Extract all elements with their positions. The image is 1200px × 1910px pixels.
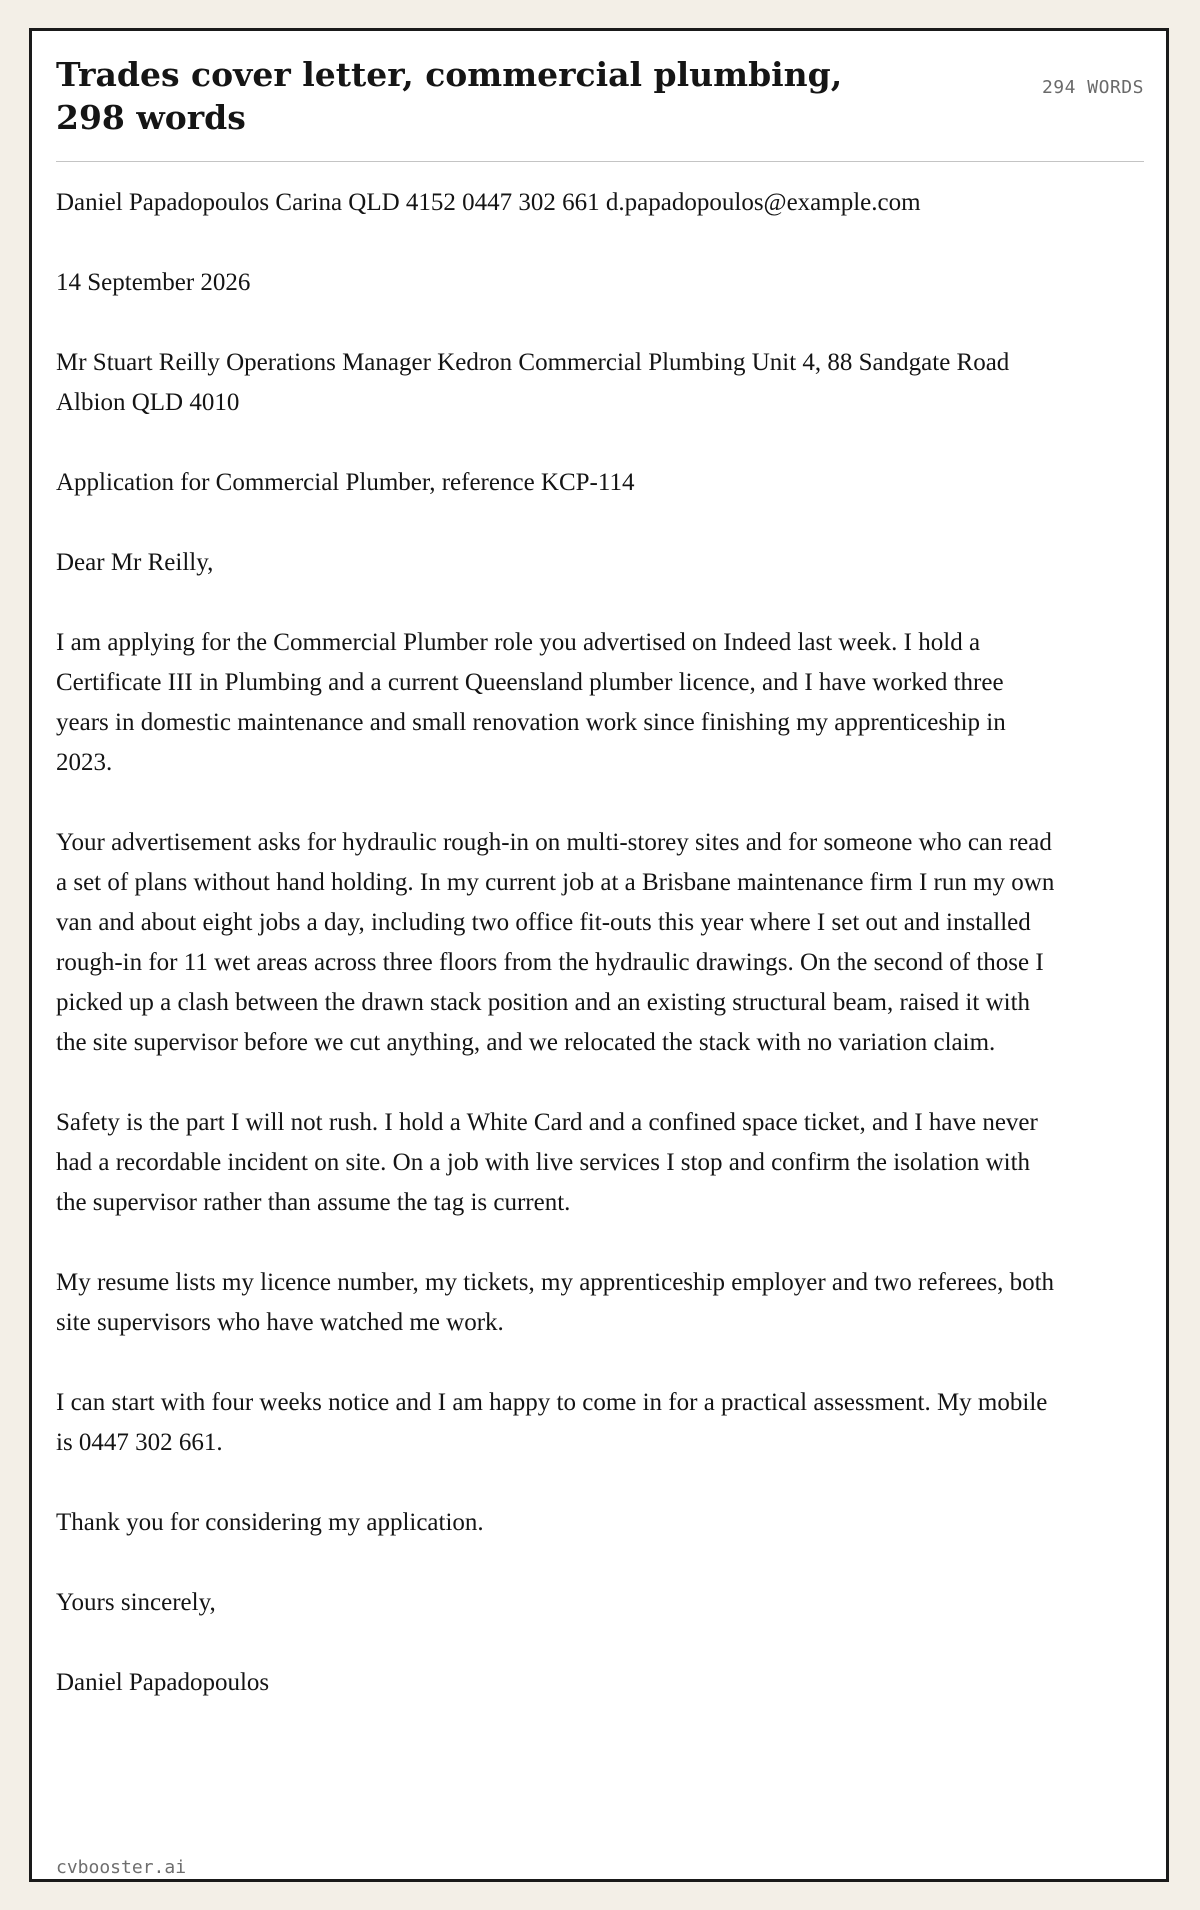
footer-brand: cvbooster.ai <box>56 1857 187 1878</box>
closing-line: Yours sincerely, <box>56 1589 216 1616</box>
signature-name: Daniel Papadopoulos <box>56 1669 270 1696</box>
document-title: Trades cover letter, commercial plumbing, 298 words <box>56 55 843 137</box>
thanks-line: Thank you for considering my application. <box>56 1509 484 1536</box>
recipient-block: Mr Stuart Reilly Operations Manager Kedron Commercial Plumbing Unit 4, 88 Sandgate Road Albion QLD 4010 <box>56 349 1010 416</box>
body-paragraph: I can start with four weeks notice and I am happy to come in for a practical assessment. My mobile is 0447 302 661. <box>56 1389 1048 1456</box>
word-count-badge: 294 WORDS <box>1041 77 1144 98</box>
body-paragraph: Your advertisement asks for hydraulic rough-in on multi-storey sites and for someone who can read a set of plans without hand holding. In my current job at a Brisbane maintenance firm I run my own van and about eight jobs a day, including two office fit-outs this year where I set out and installed rough-in for 11 wet areas across three floors from the hydraulic drawings. On the second of those I picked up a clash between the drawn stack position and an existing structural beam, raised it with the site supervisor before we cut anything, and we relocated the stack with no variation claim. <box>56 829 1055 1056</box>
subject-line: Application for Commercial Plumber, reference KCP-114 <box>56 469 635 496</box>
body-paragraph: I am applying for the Commercial Plumber role you advertised on Indeed last week. I hold a Certificate III in Plumbing and a current Queensland plumber licence, and I have worked three years in domestic maintenance and small renovation work since finishing my apprenticeship in 2023. <box>56 629 1006 776</box>
header-divider <box>56 161 1144 162</box>
letter-header <box>56 53 1144 163</box>
letter-card <box>29 28 1169 1882</box>
body-paragraph: My resume lists my licence number, my tickets, my apprenticeship employer and two referees, both site supervisors who have watched me work. <box>56 1269 1055 1336</box>
letter-body <box>56 183 1056 1703</box>
sender-block: Daniel Papadopoulos Carina QLD 4152 0447 302 661 d.papadopoulos@example.com <box>56 189 921 216</box>
salutation: Dear Mr Reilly, <box>56 549 214 576</box>
body-paragraph: Safety is the part I will not rush. I hold a White Card and a confined space ticket, and I have never had a recordable incident on site. On a job with live services I stop and confirm the isolation with the supervisor rather than assume the tag is current. <box>56 1109 1038 1216</box>
letter-date: 14 September 2026 <box>56 269 251 296</box>
